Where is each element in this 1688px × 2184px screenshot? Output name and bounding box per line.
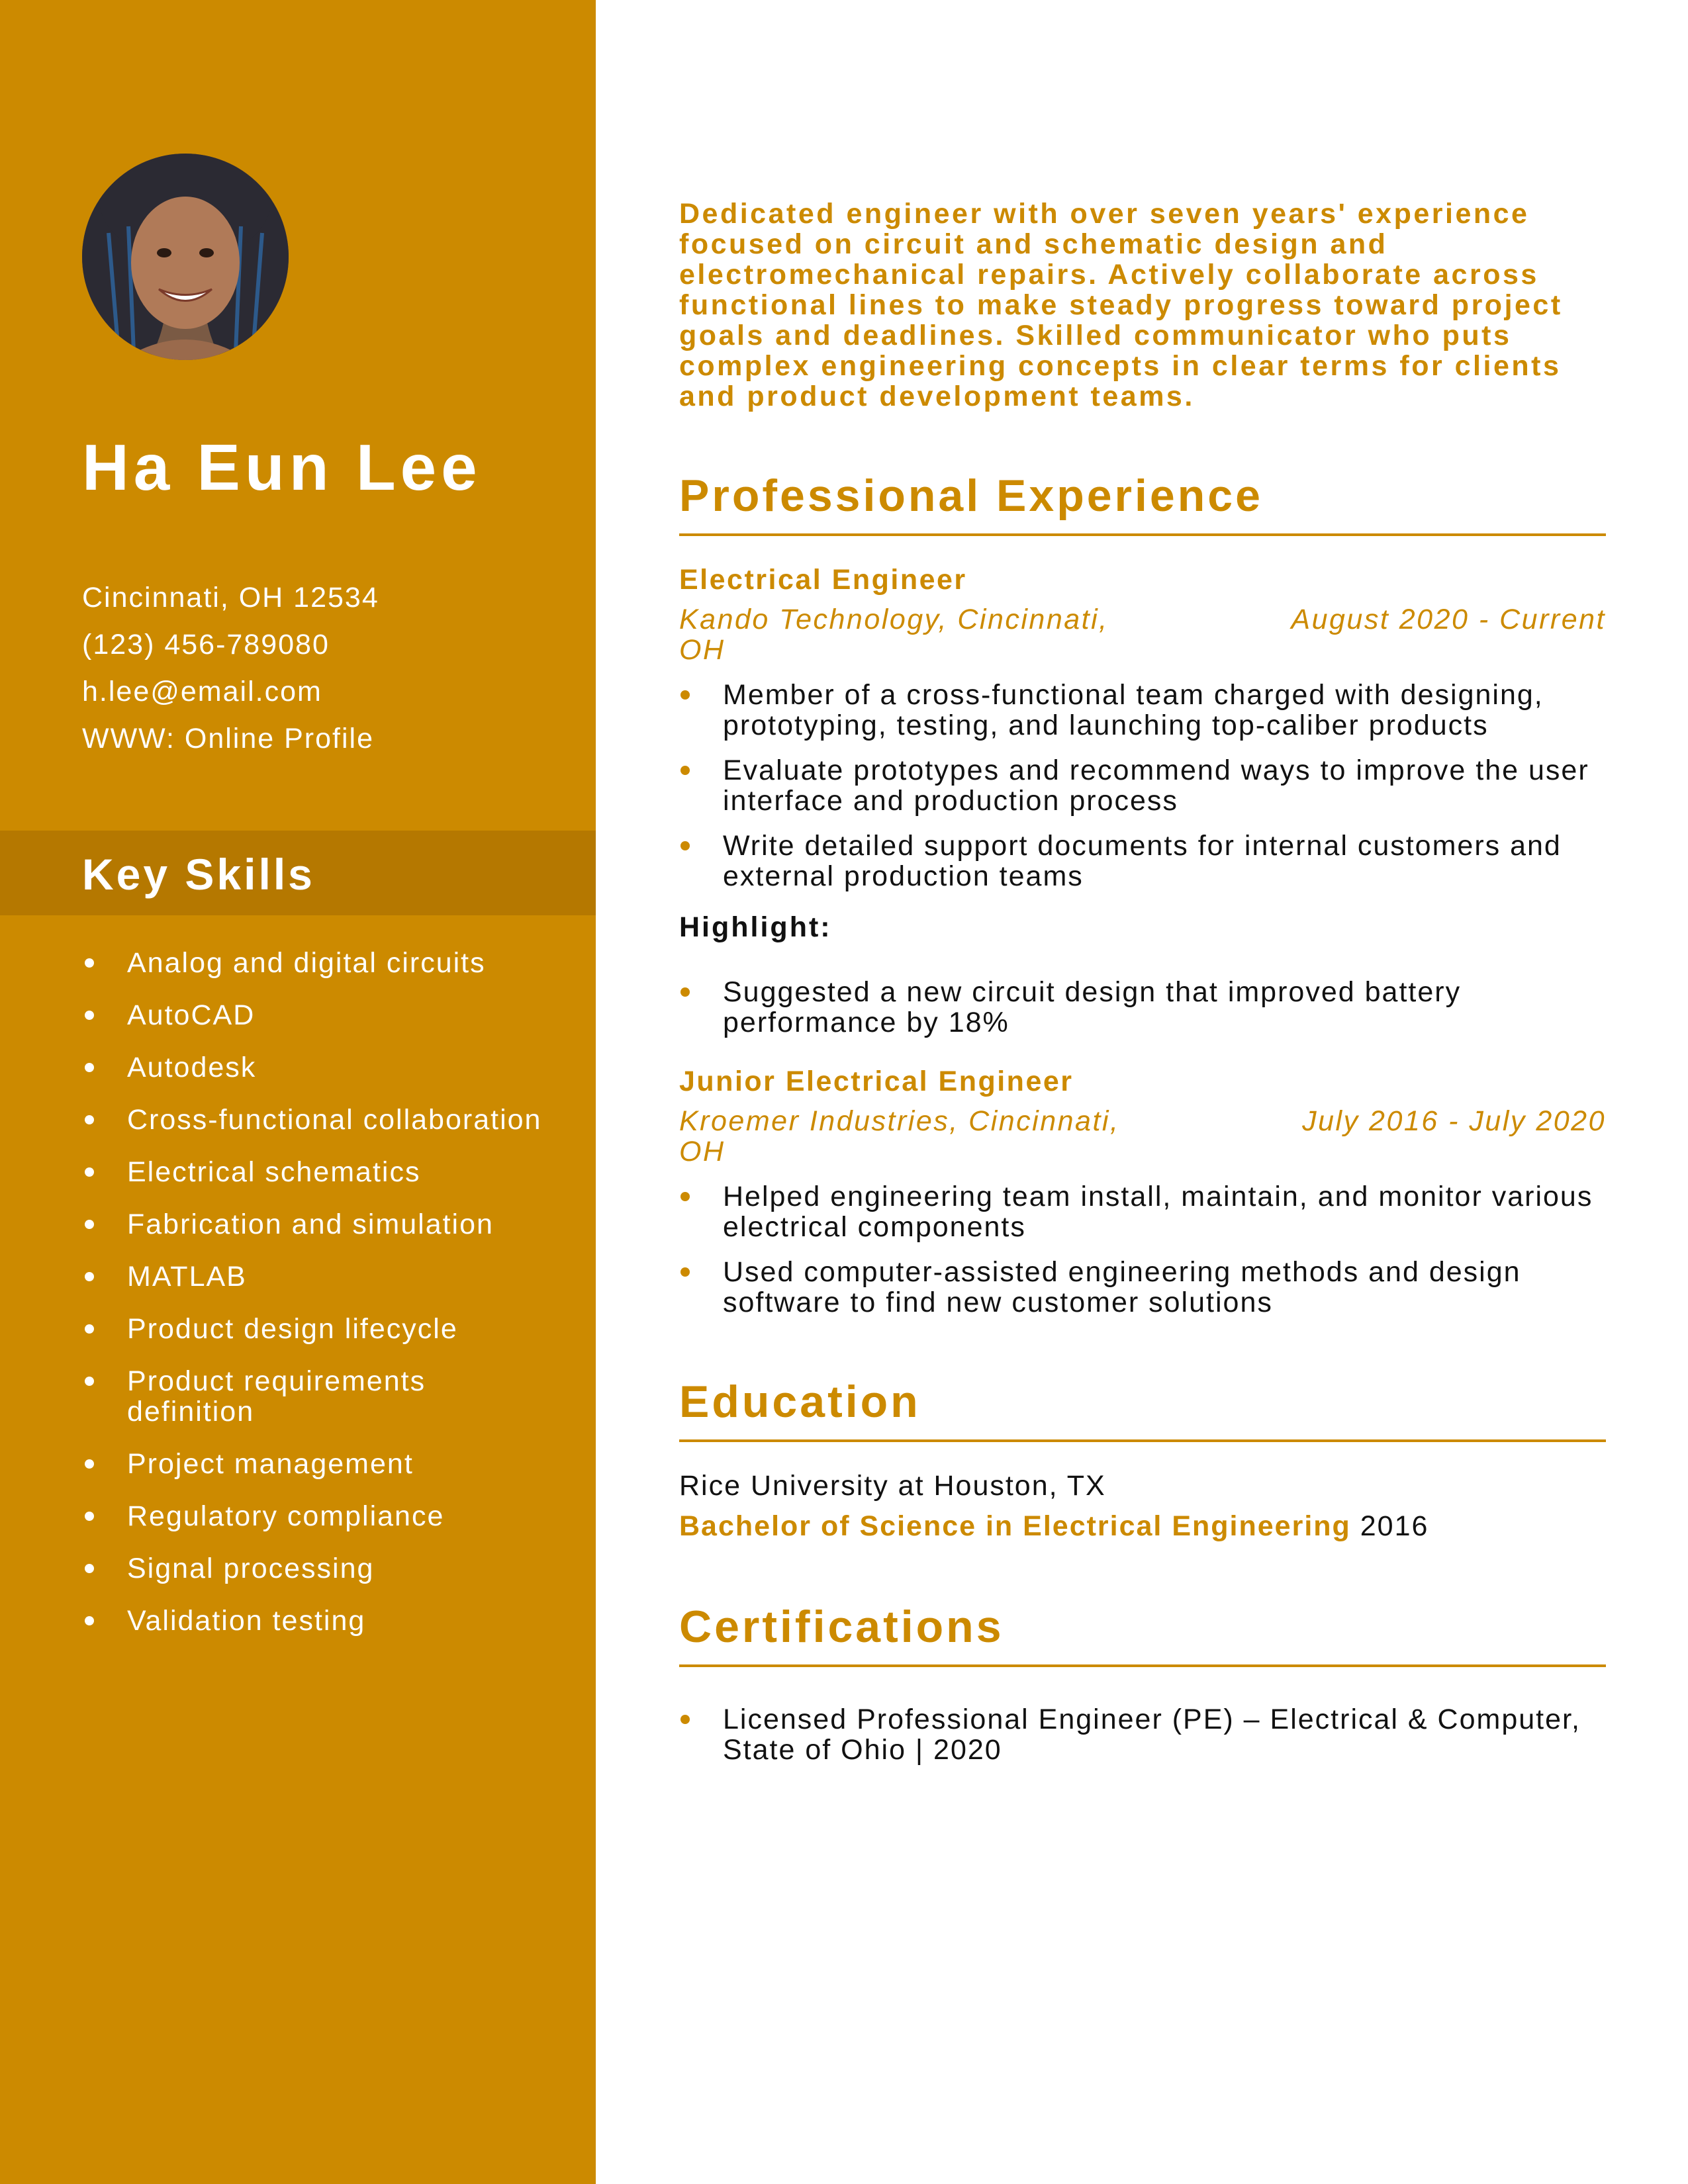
job-dates: August 2020 - Current [1291, 604, 1606, 635]
job-company: Kroemer Industries, Cincinnati, OH [679, 1105, 1120, 1167]
experience-section [679, 470, 1606, 1318]
candidate-name: Ha Eun Lee [82, 431, 482, 504]
certification-item: Licensed Professional Engineer (PE) – Electrical & Computer, State of Ohio | 2020 [679, 1704, 1606, 1765]
skill-item: Electrical schematics [82, 1157, 545, 1187]
education-title: Education [679, 1376, 1606, 1442]
highlight-list [679, 977, 1606, 1038]
key-skills-header [0, 831, 596, 915]
job-meta [679, 1106, 1606, 1167]
contact-location: Cincinnati, OH 12534 [82, 582, 379, 614]
skill-item: Analog and digital circuits [82, 948, 545, 978]
skill-item: Validation testing [82, 1606, 545, 1636]
skill-item: Fabrication and simulation [82, 1209, 545, 1240]
job-bullets [679, 680, 1606, 891]
certifications-section [679, 1601, 1606, 1765]
contact-phone: (123) 456-789080 [82, 629, 330, 660]
professional-summary: Dedicated engineer with over seven years' experience focused on circuit and schematic design and electromechanical repairs. Actively collaborate across functional lines to make steady progress toward project goals and deadlines. Skilled communicator who puts complex engineering concepts in clear terms for clients and product development teams. [679, 198, 1563, 412]
job-bullet: Used computer-assisted engineering methods and design software to find new customer solutions [679, 1257, 1606, 1318]
job-entry [679, 1066, 1606, 1318]
job-title: Junior Electrical Engineer [679, 1066, 1074, 1097]
key-skills-title: Key Skills [82, 850, 315, 899]
profile-photo [82, 154, 289, 360]
degree-year: 2016 [1360, 1510, 1429, 1542]
school-name: Rice University at Houston, TX [679, 1470, 1106, 1502]
job-bullet: Write detailed support documents for internal customers and external production teams [679, 831, 1606, 891]
contact-list [82, 574, 379, 762]
degree-line [679, 1510, 1606, 1543]
skill-item: Cross-functional collaboration [82, 1105, 545, 1135]
job-company: Kando Technology, Cincinnati, OH [679, 604, 1109, 666]
job-title: Electrical Engineer [679, 564, 967, 596]
job-bullets [679, 1181, 1606, 1318]
job-bullet: Member of a cross-functional team charged with designing, prototyping, testing, and launching top-caliber products [679, 680, 1606, 741]
skill-item: Autodesk [82, 1052, 545, 1083]
contact-email[interactable]: h.lee@email.com [82, 676, 322, 707]
skill-item: Regulatory compliance [82, 1501, 545, 1531]
main-content [679, 199, 1606, 1780]
highlight-bullet: Suggested a new circuit design that improved battery performance by 18% [679, 977, 1606, 1038]
job-bullet: Helped engineering team install, maintain, and monitor various electrical components [679, 1181, 1606, 1242]
job-bullet: Evaluate prototypes and recommend ways to improve the user interface and production process [679, 755, 1606, 816]
skill-item: Signal processing [82, 1553, 545, 1584]
skills-list [82, 948, 545, 1658]
profile-photo-image [82, 154, 289, 360]
experience-title: Professional Experience [679, 470, 1606, 536]
skill-item: MATLAB [82, 1261, 545, 1292]
contact-website[interactable]: WWW: Online Profile [82, 723, 374, 754]
highlight-label: Highlight: [679, 911, 832, 943]
job-meta [679, 604, 1606, 665]
skill-item: Product requirements definition [82, 1366, 545, 1427]
certifications-title: Certifications [679, 1601, 1606, 1667]
skill-item: Product design lifecycle [82, 1314, 545, 1344]
degree-name: Bachelor of Science in Electrical Engineering [679, 1510, 1351, 1542]
job-dates: July 2016 - July 2020 [1302, 1105, 1606, 1137]
job-entry [679, 564, 1606, 1038]
skill-item: Project management [82, 1449, 545, 1479]
certifications-list [679, 1704, 1606, 1765]
skill-item: AutoCAD [82, 1000, 545, 1030]
sidebar [0, 0, 596, 2184]
education-section [679, 1376, 1606, 1543]
